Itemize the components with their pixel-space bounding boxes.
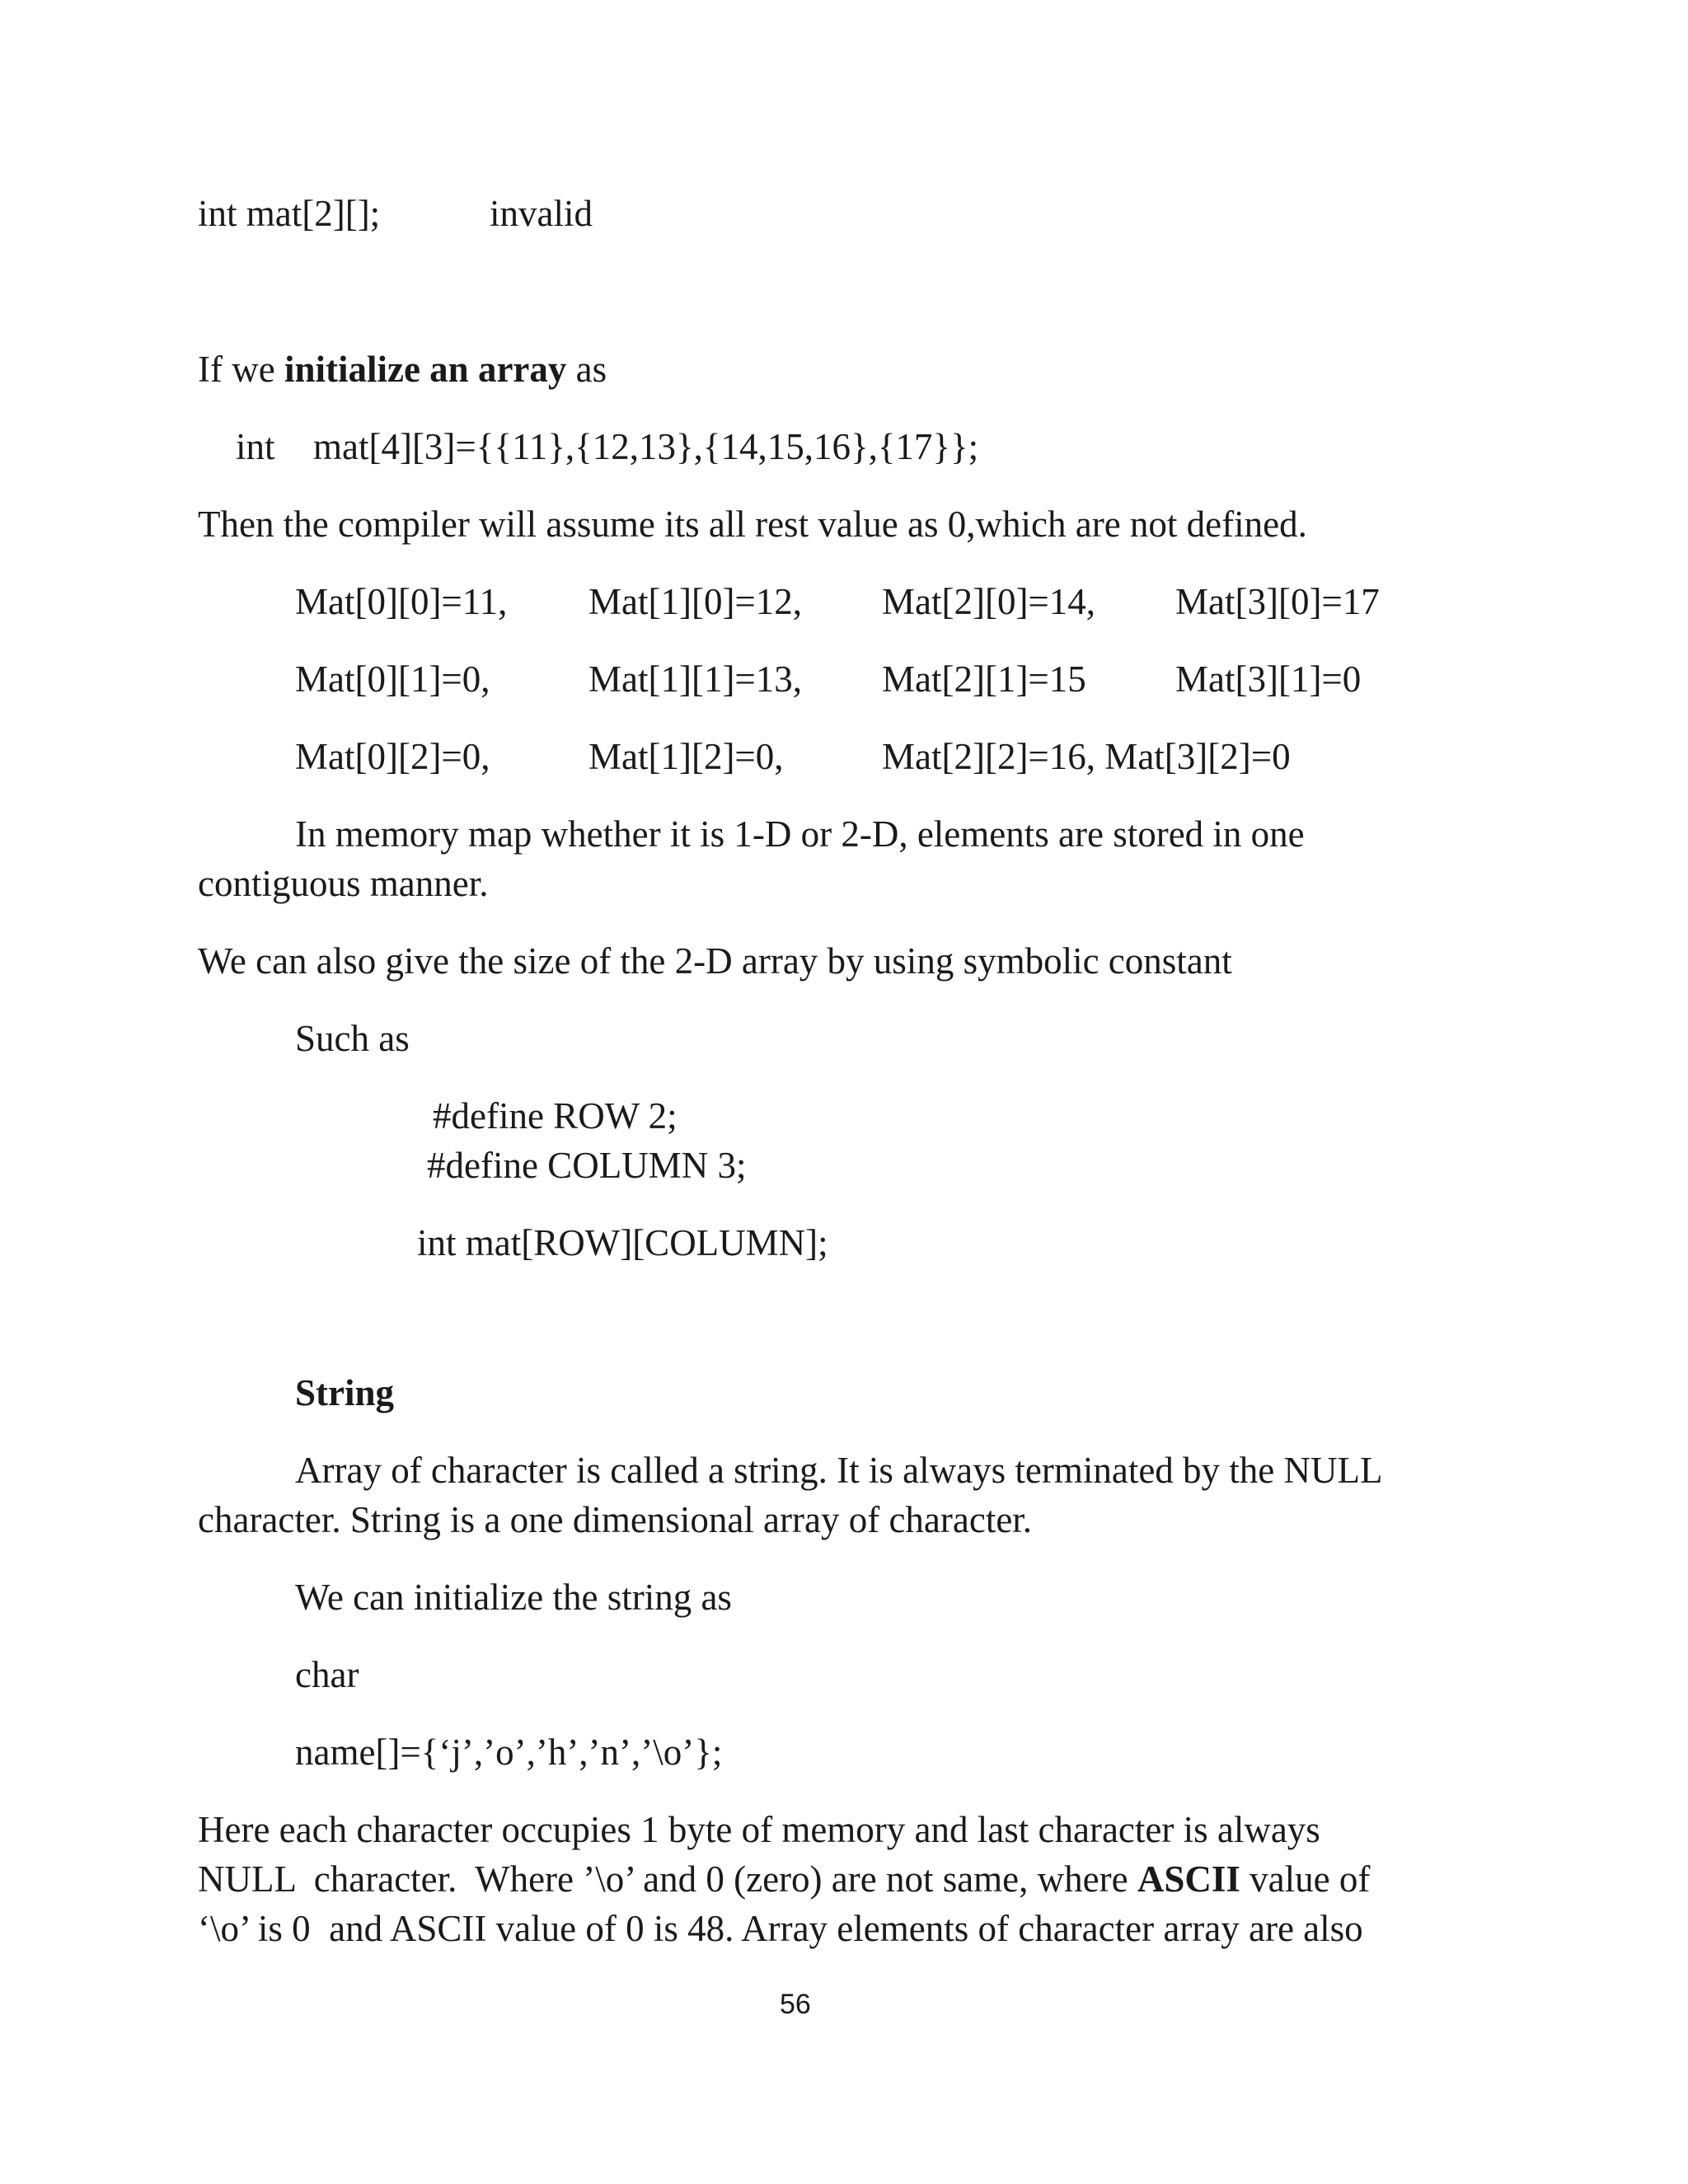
init-keyword-int: int [236,426,275,467]
initialize-string-text: We can initialize the string as [295,1577,732,1618]
init-heading-bold: initialize an array [284,349,567,390]
matrix-cell: Mat[2][2]=16, Mat[3][2]=0 [882,736,1291,777]
string-section-heading: String [295,1372,395,1413]
string-paragraph-line-2: character. String is a one dimensional array of character. [198,1499,1033,1540]
ascii-bold: ASCII [1137,1858,1240,1900]
define-column-line: #define COLUMN 3; [427,1145,747,1186]
init-heading-post: as [566,349,607,390]
init-array-heading [198,344,607,394]
final-paragraph-line-1: Here each character occupies 1 byte of memory and last character is always [198,1809,1320,1850]
final-paragraph-line-2 [198,1854,1370,1904]
define-row-line: #define ROW 2; [433,1095,678,1137]
such-as-text: Such as [295,1018,410,1059]
matrix-cell: Mat[1][0]=12, [588,581,803,622]
memory-paragraph-line-2: contiguous manner. [198,863,489,904]
symbolic-constant-text: We can also give the size of the 2-D array by using symbolic constant [198,940,1232,982]
page-number: 56 [780,1989,811,2020]
char-keyword: char [295,1654,359,1695]
matrix-cell: Mat[2][0]=14, [882,581,1096,622]
matrix-cell: Mat[1][1]=13, [588,658,803,700]
name-array-code: name[]={‘j’,’o’,’h’,’n’,’\o’}; [295,1732,723,1773]
final-paragraph-line-3: ‘\o’ is 0 and ASCII value of 0 is 48. Array elements of character array are also [198,1908,1363,1949]
matrix-cell: Mat[1][2]=0, [588,736,784,777]
matrix-cell: Mat[2][1]=15 [882,658,1086,700]
mat-declaration-line: int mat[ROW][COLUMN]; [417,1222,828,1263]
string-paragraph-line-1: Array of character is called a string. It is always terminated by the NULL [295,1450,1383,1491]
init-array-code: mat[4][3]={{11},{12,13},{14,15,16},{17}}; [313,426,979,467]
invalid-label: invalid [490,193,593,234]
matrix-cell: Mat[0][2]=0, [295,736,490,777]
invalid-declaration-code: int mat[2][]; [198,193,381,234]
compiler-assumption-text: Then the compiler will assume its all rest value as 0,which are not defined. [198,504,1307,545]
final-line2-post: value of [1240,1858,1371,1900]
matrix-cell: Mat[0][1]=0, [295,658,490,700]
init-heading-pre: If we [198,349,284,390]
matrix-cell: Mat[0][0]=11, [295,581,508,622]
memory-paragraph-line-1: In memory map whether it is 1-D or 2-D, elements are stored in one [295,813,1305,855]
matrix-cell: Mat[3][0]=17 [1175,581,1380,622]
final-line2-pre: NULL character. Where ’\o’ and 0 (zero) are not same, where [198,1858,1137,1900]
matrix-cell: Mat[3][1]=0 [1175,658,1362,700]
